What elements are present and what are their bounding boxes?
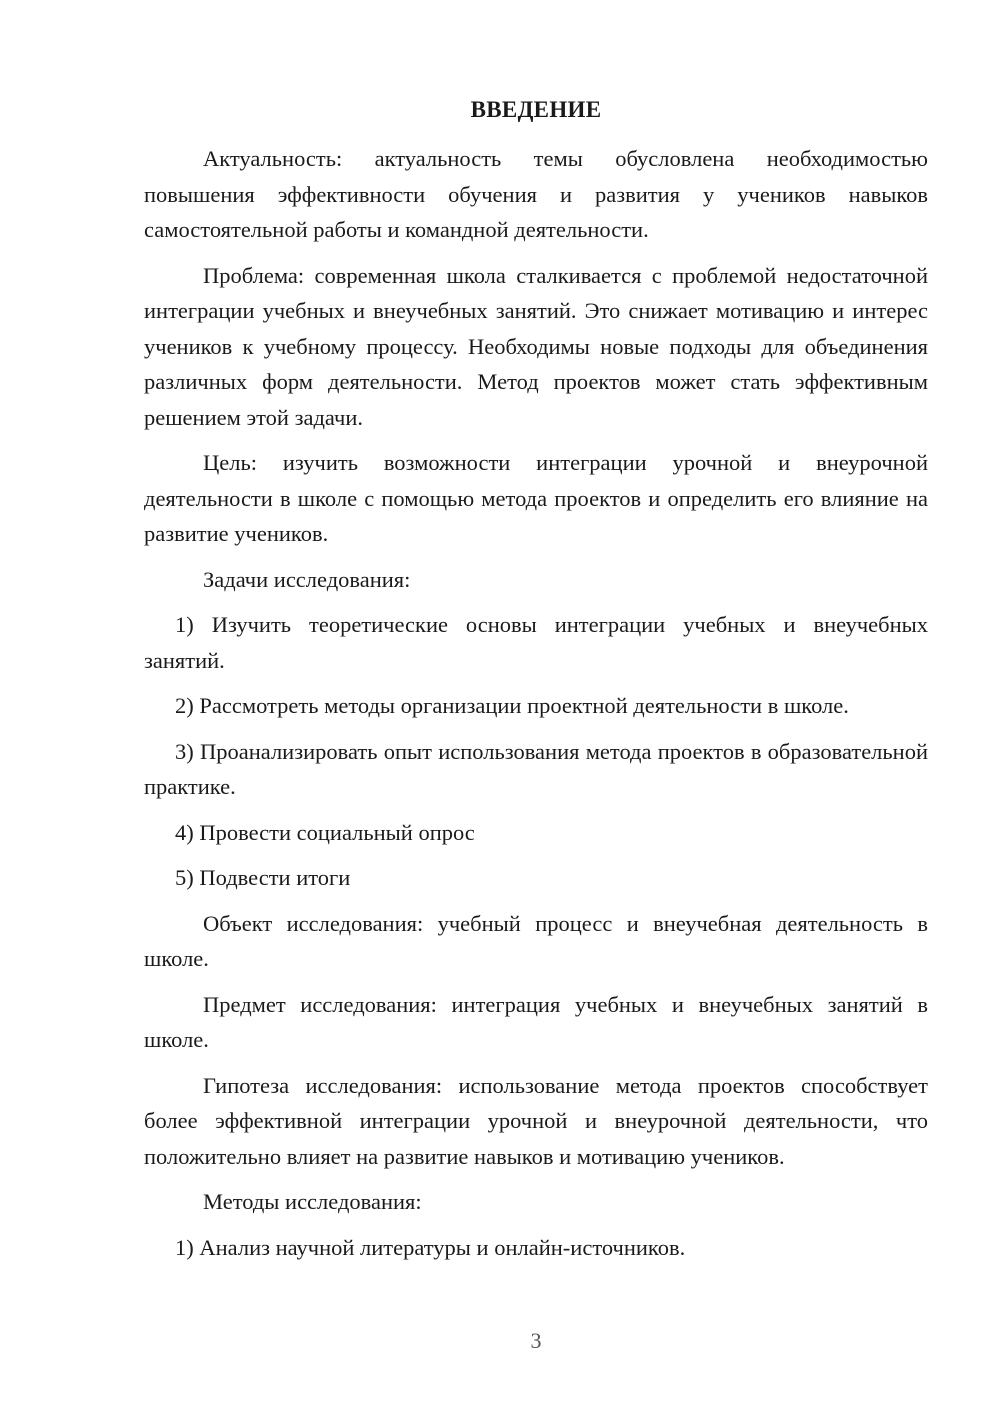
paragraph-methods-heading: Методы исследования:	[203, 1189, 422, 1214]
page-title: ВВЕДЕНИЕ	[470, 97, 602, 122]
task-item-5: 5) Подвести итоги	[175, 865, 351, 890]
document-page	[144, 0, 928, 1414]
paragraph-goal: Цель: изучить возможности интеграции урочной и внеурочной деятельности в школе с помощью метода проектов и определить его влияние на развитие учеников.	[144, 450, 928, 546]
paragraph-object: Объект исследования: учебный процесс и внеучебная деятельность в школе.	[144, 910, 928, 971]
paragraph-subject: Предмет исследования: интеграция учебных и внеучебных занятий в школе.	[144, 991, 928, 1052]
task-item-2: 2) Рассмотреть методы организации проектной деятельности в школе.	[175, 693, 849, 718]
task-item-1: 1) Изучить теоретические основы интеграции учебных и внеучебных занятий.	[144, 612, 928, 673]
task-item-4: 4) Провести социальный опрос	[175, 819, 475, 845]
task-item-3: 3) Проанализировать опыт использования метода проектов в образовательной практике.	[144, 738, 928, 799]
paragraph-tasks-heading: Задачи исследования:	[203, 566, 411, 592]
page-number: 3	[530, 1328, 542, 1353]
paragraph-problem: Проблема: современная школа сталкивается с проблемой недостаточной интеграции учебных и внеучебных занятий. Это снижает мотивацию и интерес учеников к учебному процессу. Необходимы новые подходы для объединения различных форм деятельности. Метод проектов может стать эффективным решением этой задачи.	[144, 262, 928, 430]
document-body	[144, 141, 928, 1275]
method-item-1: 1) Анализ научной литературы и онлайн-источников.	[175, 1234, 686, 1260]
paragraph-hypothesis: Гипотеза исследования: использование метода проектов способствует более эффективной интеграции урочной и внеурочной деятельности, что положительно влияет на развитие навыков и мотивацию учеников.	[144, 1072, 928, 1169]
paragraph-relevance: Актуальность: актуальность темы обусловлена необходимостью повышения эффективности обучения и развития у учеников навыков самостоятельной работы и командной деятельности.	[144, 146, 928, 242]
